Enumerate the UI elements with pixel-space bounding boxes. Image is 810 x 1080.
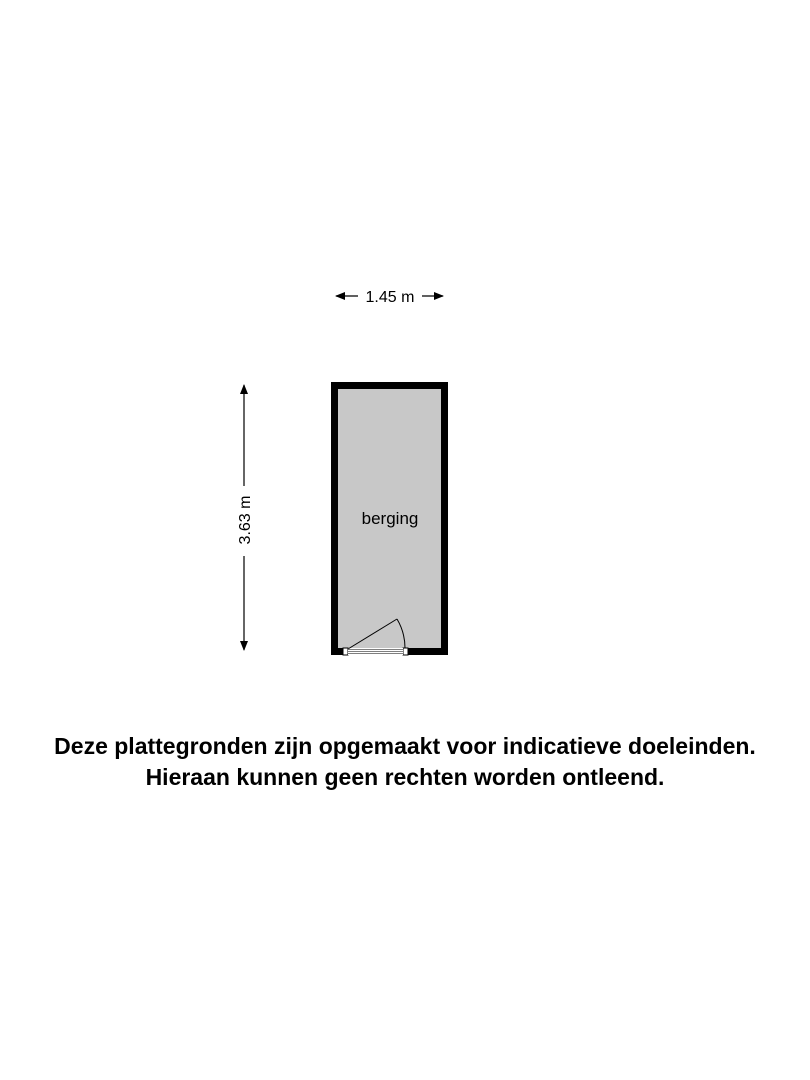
width-dimension — [336, 289, 443, 306]
door-jamb-right — [403, 648, 408, 655]
wall-left — [331, 382, 338, 655]
door-threshold — [348, 648, 403, 655]
room-label: berging — [361, 509, 419, 528]
room-berging — [331, 382, 448, 655]
disclaimer — [0, 731, 810, 793]
disclaimer-line-1: Deze plattegronden zijn opgemaakt voor indicatieve doeleinden. — [54, 733, 756, 759]
disclaimer-line-2: Hieraan kunnen geen rechten worden ontleend. — [145, 764, 665, 790]
height-dimension — [237, 385, 254, 650]
height-label: 3.63 m — [237, 495, 254, 545]
wall-bottom-right — [408, 648, 448, 655]
wall-top — [331, 382, 448, 389]
door-jamb-left — [343, 648, 348, 655]
wall-right — [441, 382, 448, 655]
wall-bottom-left — [331, 648, 343, 655]
width-label: 1.45 m — [365, 289, 415, 306]
